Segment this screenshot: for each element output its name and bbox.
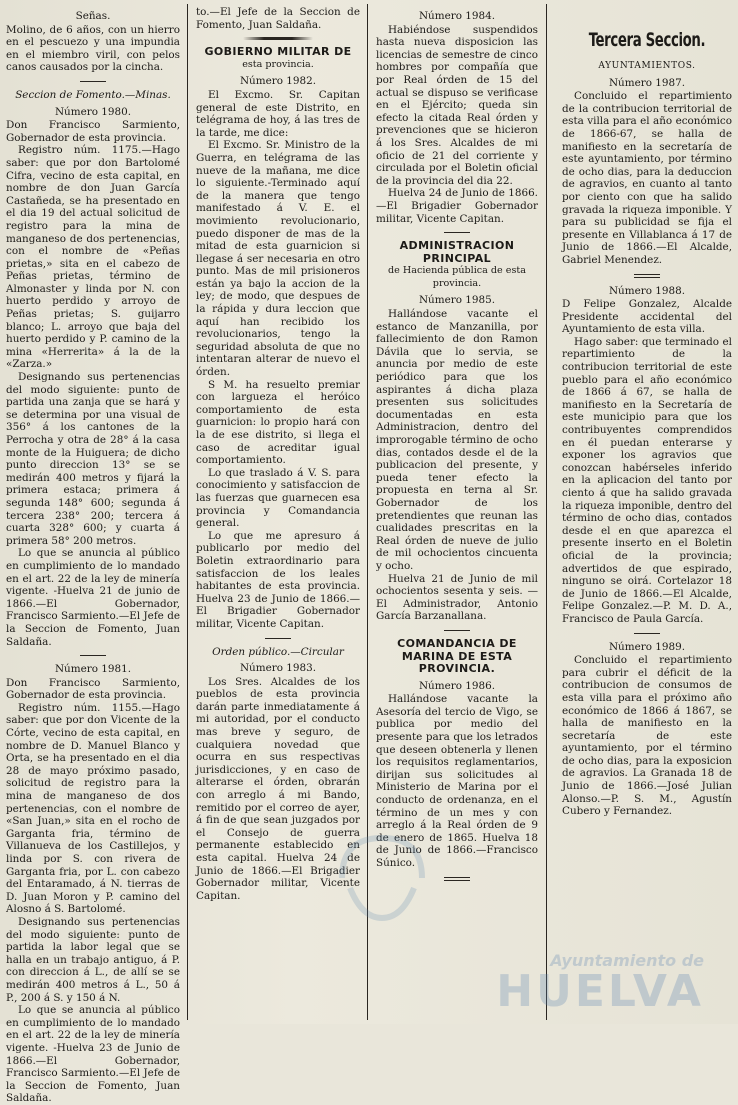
paragraph: Huelva 21 de Junio de mil ochocientos sesenta y seis. —El Administrador, Antonio García Barzanallana.: [376, 572, 538, 623]
notice-number: Número 1981.: [54, 663, 132, 676]
notice-number: Número 1980.: [54, 105, 132, 118]
notice-number: Número 1989.: [608, 640, 686, 653]
separator: [444, 877, 470, 881]
municipal-seal-watermark: [322, 818, 442, 938]
notice-number: Número 1982.: [239, 75, 317, 88]
paragraph: Don Francisco Sarmiento, Gobernador de esta provincia.: [6, 119, 180, 144]
section-heading: GOBIERNO MILITAR DE: [204, 45, 352, 59]
notice-number: Número 1988.: [608, 284, 686, 297]
column-2-body: [196, 37, 360, 902]
section-heading: Tercera Seccion.: [588, 29, 706, 51]
paragraph: Los Sres. Alcaldes de los pueblos de esta provincia darán parte inmediatamente á mi autoridad, por el conducto mas breve y seguro, de cualquiera novedad que ocurra en sus respectivas jurisdicciones, y en caso de alterarse el órden, obrarán con arreglo á mi Bando, remitido por el correo de ayer, á fin de que sean juzgados por el Consejo de guerra permanente establecido en esta capital. Huelva 24 de Junio de 1866.—El Brigadier Gobernador militar, Vicente Capitan.: [196, 675, 360, 902]
carryover-text: to.—El Jefe de la Seccion de Fomento, Juan Saldaña.: [196, 6, 360, 31]
paragraph: Molino, de 6 años, con un hierro en el pescuezo y una impundia en el miembro viril, con pelos canos causados por la cincha.: [6, 23, 180, 74]
paragraph: Registro núm. 1155.—Hago saber: que por don Vicente de la Córte, vecino de esta capital, en nombre de D. Manuel Blanco y Orta, se ha presentado en el dia 28 de mayo próximo pasado, solicitud de registro para la mina de manganeso de dos pertenencias, con el nombre de «San Juan,» sita en el rocho de Garganta fria, término de Villanueva de los Castillejos, y linda por S. con rivera de Garganta fria, por L. con cabezo del Entaramado, á N. tierras de D. Juan Moron y P. camino del Alosno á S. Bartolomé.: [6, 701, 180, 916]
paragraph: Designando sus pertenencias del modo siguiente: punto de partida la labor legal que se halla en un trabajo antiguo, á P. con direccion á L., de allí se se medirán 400 metros á L., 50 á P., 200 á S. y 150 á N.: [6, 915, 180, 1004]
paragraph: Hago saber: que terminado el repartimiento de la contribucion territorial de este pueblo para el año económico de 1866 á 67, se halla de manifiesto en la Secretaría de este municipio para que los contribuyentes comprendidos en él puedan enterarse y exponer los agravios que conozcan habérseles inferido en la aplicacion del tanto por ciento á que ha salido gravada la riqueza imponible, dentro del término de ocho dias, contados desde el en que aparezca el presente inserto en el Boletin oficial de la provincia; advertidos de que espirado, ninguno se oirá. Cortelazor 18 de Junio de 1866.—El Alcalde, Felipe Gonzalez.—P. M. D. A., Francisco de Paula García.: [562, 335, 732, 625]
section-heading: ADMINISTRACION PRINCIPAL: [399, 239, 515, 265]
paragraph: El Excmo. Sr. Capitan general de este Distrito, en telégrama de hoy, á las tres de la tarde, me dice:: [196, 88, 360, 139]
notice-number: Número 1984.: [418, 10, 496, 22]
separator: [265, 638, 291, 639]
separator: [634, 633, 660, 634]
column-rule: [187, 4, 188, 1020]
column-4: [550, 6, 738, 1018]
separator: [80, 81, 106, 82]
column-1: [0, 6, 186, 1105]
paragraph: D Felipe Gonzalez, Alcalde Presidente accidental del Ayuntamiento de esta villa.: [562, 298, 732, 336]
separator: [80, 655, 106, 656]
separator: [634, 274, 660, 278]
notice-number: Señas.: [75, 10, 111, 22]
notice-number: Número 1986.: [418, 679, 496, 692]
section-heading: COMANDANCIA DE MARINA DE ESTA PROVINCIA.: [397, 636, 517, 676]
paragraph: Concluido el repartimiento para cubrir el déficit de la contribucion de consumos de esta villa para el próximo año económico de 1866 á 1867, se halla de manifiesto en la secretaría de este ayuntamiento, por el término de ocho dias, para la exposicion de agravios. La Granada 18 de Junio de 1866.—José Julian Alonso.—P. S. M., Agustín Cubero y Fernandez.: [562, 654, 732, 818]
archive-watermark: [496, 951, 704, 1017]
paragraph: Concluido el repartimiento de la contribucion territorial de esta villa para el año económico de 1866-67, se halla de manifiesto en la secretaría de este ayuntamiento, por término de ocho dias, para la deduccion de agravios, en cuanto al tanto por ciento con que ha salido gravada la riqueza imponible. Y para su publicidad se fija el presente en Villablanca á 17 de Junio de 1866.—El Alcalde, Gabriel Menendez.: [562, 90, 732, 266]
paragraph: S M. ha resuelto premiar con largueza el heróico comportamiento de esta guarnicion: lo propio hará con la de ese distrito, si llega el caso de acreditar igual comportamiento.: [196, 378, 360, 467]
paragraph: Lo que traslado á V. S. para conocimiento y satisfaccion de las fuerzas que guarnecen esa provincia y Comandancia general.: [196, 466, 360, 530]
column-rule: [546, 4, 547, 1020]
notice-number: Número 1983.: [239, 662, 317, 675]
section-subtitle: Seccion de Fomento.—Minas.: [15, 88, 171, 101]
watermark-line-2: HUELVA: [496, 966, 704, 1017]
paragraph: Lo que se anuncia al público en cumplimiento de lo mandado en el art. 22 de la ley de minería vigente. -Huelva 23 de Junio de 1866.—El Gobernador, Francisco Sarmiento.—El Jefe de la Seccion de Fomento, Juan Saldaña.: [6, 1004, 180, 1105]
separator: [444, 232, 470, 233]
paragraph: Don Francisco Sarmiento, Gobernador de esta provincia.: [6, 676, 180, 702]
paragraph: de Hacienda pública de esta provincia.: [388, 265, 526, 289]
section-subtitle: Orden público.—Circular: [212, 645, 344, 658]
paragraph: esta provincia.: [242, 58, 314, 70]
paragraph: Lo que me apresuro á publicarlo por medio del Boletin extraordinario para satisfaccion de los leales habitantes de esta provincia. Huelva 23 de Junio de 1866.—El Brigadier Gobernador militar, Vicente Capitan.: [196, 529, 360, 630]
separator: [243, 37, 313, 40]
paragraph: Designando sus pertenencias del modo siguiente: punto de partida una zanja que se hará y se determina por una visual de 356° á los cantones de la Perrocha y otra de 28° á la casa monte de la Huiguera; de dicho punto direccion 13° se se medirán 400 metros y fijará la primera estaca; primera á segunda 148° 600; segunda á tercera 238° 200; tercera á cuarta 328° 600; y cuarta á primera 58° 200 metros.: [6, 371, 180, 547]
paragraph: Hallándose vacante el estanco de Manzanilla, por fallecimiento de don Ramon Dávila que lo servia, se anuncia por medio de este periódico para que los aspirantes á dicha plaza presenten sus solicitudes documentadas en esta Administracion, dentro del improrogable término de ocho dias, contados desde el de la publicacion del presente, y pueda tener efecto la propuesta en terna al Sr. Gobernador de los pretendientes que reunan las cualidades prescritas en la Real órden de nueve de julio de mil ochocientos cincuenta y ocho.: [376, 308, 538, 572]
paragraph: Lo que se anuncia al público en cumplimiento de lo mandado en el art. 22 de la ley de minería vigente. -Huelva 21 de junio de 1866.—El Gobernador, Francisco Sarmiento.—El Jefe de la Seccion de Fomento, Juan Saldaña.: [6, 547, 180, 648]
paragraph: Habiéndose suspendidos hasta nueva disposicion las licencias de semestre de cinco hombres por compañía que por Real órden de 15 del actual se dispuso se verificase en el Ejército; queda sin efecto la citada Real órden y prevenciones que se hicieron á los Sres. Alcaldes de mi oficio de 21 del corriente y circulada por el Boletin oficial de la provincia del dia 22.: [376, 23, 538, 187]
separator: [444, 630, 470, 631]
paragraph: AYUNTAMIENTOS.: [598, 61, 696, 71]
notice-number: Número 1985.: [418, 294, 496, 307]
watermark-line-1: Ayuntamiento de: [550, 951, 704, 970]
paragraph: Hallándose vacante la Asesoría del tercio de Vigo, se publica por medio del presente para que los letrados que deseen obtenerla y llenen los requisitos reglamentarios, dirijan sus solicitudes al Ministerio de Marina por el conducto de ordenanza, en el término de un mes y con arreglo á la Real órden de 9 de enero de 1865. Huelva 18 de Junio de 1866.—Francisco Súnico.: [376, 693, 538, 869]
paragraph: Huelva 24 de Junio de 1866.—El Brigadier Gobernador militar, Vicente Capitan.: [376, 187, 538, 225]
notice-number: Número 1987.: [608, 76, 686, 89]
paragraph: El Excmo. Sr. Ministro de la Guerra, en telégrama de las nueve de la mañana, me dice lo siguiente.-Terminado aquí de la manera que tengo manifestado á V. E. el movimiento revolucionario, puedo disponer de mas de la mitad de esta guarnicion si llegase á ser necesaria en otro punto. Mas de mil prisioneros están ya bajo la accion de la ley; de modo, que despues de la rápida y dura leccion que aquí han recibido los revolucionarios, tengo la seguridad absoluta de que no intentaran alterar de nuevo el órden.: [196, 139, 360, 379]
paragraph: Registro núm. 1175.—Hago saber: que por don Bartolomé Cifra, vecino de esta capital, en nombre de don Juan García Castañeda, se ha presentado en el dia 19 del actual solicitud de registro para la mina de manganeso de dos pertenencias, con el nombre de «Peñas prietas,» sita en el cabezo de Peñas prietas, término de Almonaster y linda por N. con huerto perdido y arroyo de Peñas prietas; S. guijarro blanco; L. arroyo que baja del huerto perdido y P. camino de la mina «Herrerita» á la de la «Zarza.»: [6, 144, 180, 371]
